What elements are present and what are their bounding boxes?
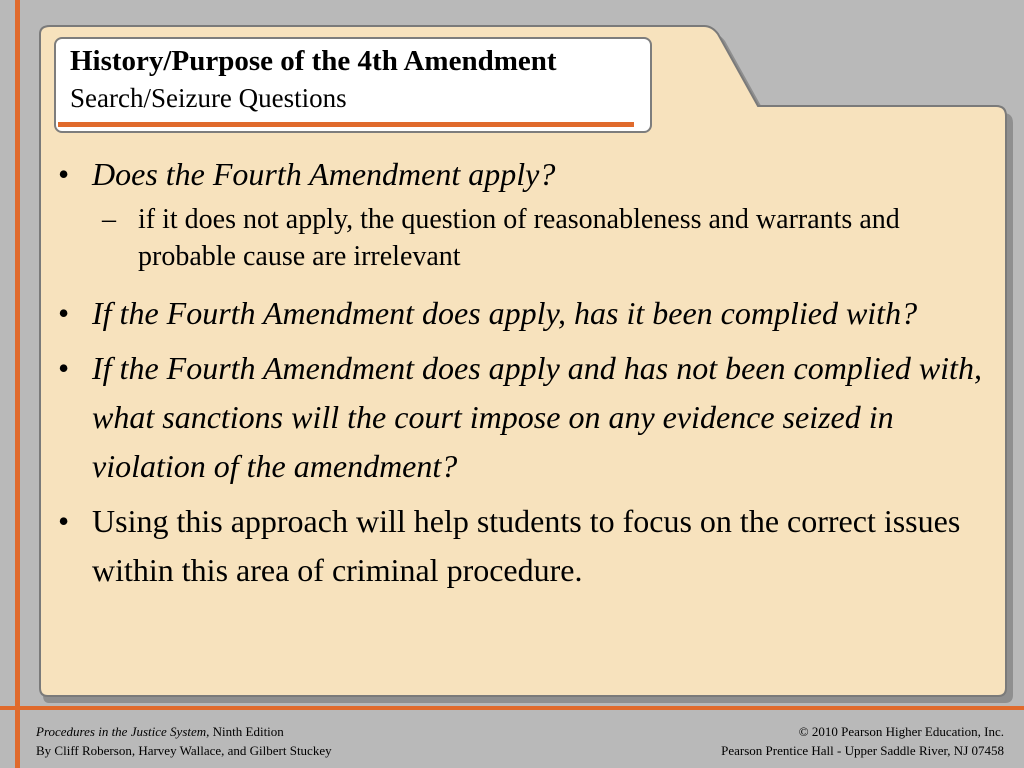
footer-left <box>36 722 332 760</box>
sub-bullet-item <box>56 201 986 275</box>
page-title: History/Purpose of the 4th Amendment <box>70 45 557 77</box>
page-subtitle: Search/Seizure Questions <box>70 83 347 113</box>
sub-bullet-text: if it does not apply, the question of reasonableness and warrants and probable cause are irrelevant <box>138 204 900 272</box>
bullet-item <box>56 497 986 595</box>
footer-book-title: Procedures in the Justice System, <box>36 724 210 739</box>
footer-publisher: Pearson Prentice Hall - Upper Saddle River, NJ 07458 <box>721 743 1004 758</box>
footer-right <box>721 722 1004 760</box>
bullet-dot-icon: • <box>58 295 70 331</box>
bullet-item <box>56 344 986 491</box>
slide-content <box>56 150 986 601</box>
bullet-text: If the Fourth Amendment does apply, has it been complied with? <box>92 295 918 331</box>
bullet-text: Does the Fourth Amendment apply? <box>92 156 556 192</box>
bullet-item <box>56 289 986 338</box>
bullet-text: Using this approach will help students to focus on the correct issues within this area of criminal procedure. <box>92 503 961 588</box>
footer-authors: By Cliff Roberson, Harvey Wallace, and Gilbert Stuckey <box>36 743 332 758</box>
title-box <box>54 37 652 133</box>
bullet-dot-icon: • <box>58 350 70 386</box>
title-underline <box>58 122 634 127</box>
dash-icon: – <box>102 204 116 235</box>
bullet-text: If the Fourth Amendment does apply and has not been complied with, what sanctions will the court impose on any evidence seized in violation of the amendment? <box>92 350 982 484</box>
bullet-item <box>56 150 986 199</box>
bullet-dot-icon: • <box>58 503 70 539</box>
footer-edition: Ninth Edition <box>209 724 284 739</box>
left-accent-line <box>15 0 20 768</box>
footer-copyright: © 2010 Pearson Higher Education, Inc. <box>798 724 1004 739</box>
bullet-dot-icon: • <box>58 156 70 192</box>
bottom-accent-line <box>0 706 1024 710</box>
